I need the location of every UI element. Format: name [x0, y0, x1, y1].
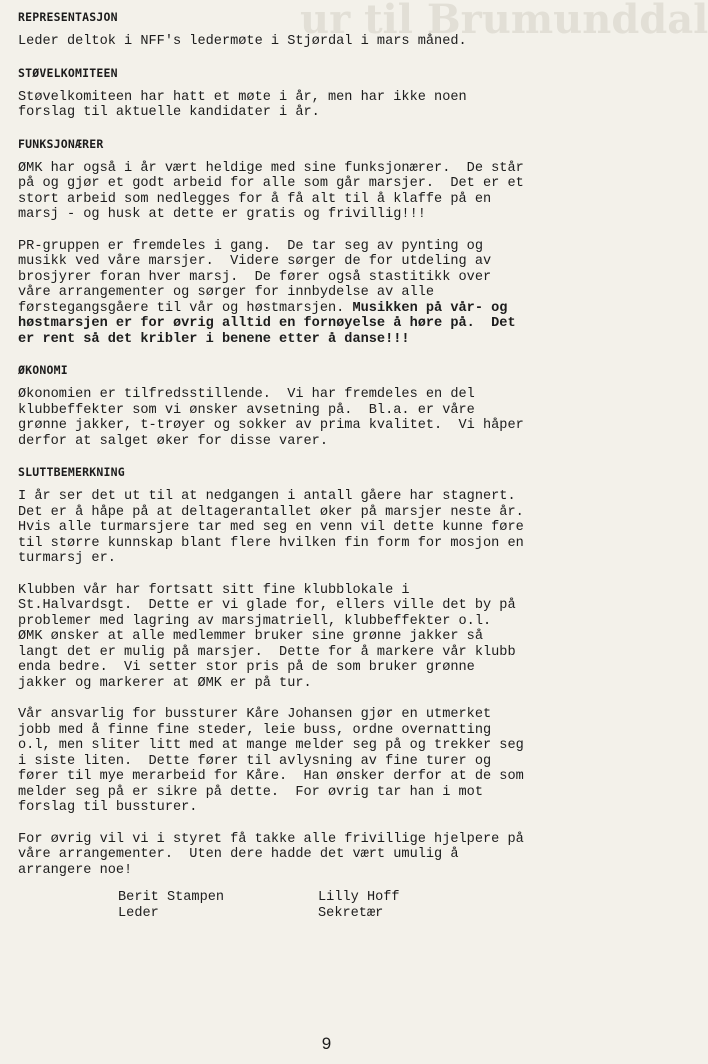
signature-role: Sekretær: [318, 905, 384, 921]
heading-funksjonaerer: FUNKSJONÆRER: [18, 136, 104, 151]
heading-sluttbemerkning: SLUTTBEMERKNING: [18, 465, 125, 479]
heading-stovelkomiteen: STØVELKOMITEEN: [18, 65, 118, 80]
paragraph-sluttbemerkning-3: Vår ansvarlig for bussturer Kåre Johansen gjør en utmerket jobb med å finne fine steder, leie buss, ordne overnatting o.l, men sliter litt med at mange melder seg på og trekker seg i siste liten. Dette fører til avlysning av fine turer og fører til mye merarbeid for Kåre. Han ønsker derfor at de som melder seg på er sikre på dette. For øvrig tar han i mot forslag til bussturer.: [18, 707, 524, 815]
hostmarsjen-bold-text: høstmarsjen er for øvrig alltid en fornøyelse å høre på. Det er rent så det kribler i benene etter å danse!!!: [18, 316, 516, 347]
page-number: 9: [321, 1034, 332, 1053]
signature-name: Berit Stampen: [118, 890, 225, 905]
heading-okonomi: ØKONOMI: [18, 363, 68, 377]
paragraph-sluttbemerkning-2: Klubben vår har fortsatt sitt fine klubblokale i St.Halvardsgt. Dette er vi glade for, ellers ville det by på problemer med lagring av marsjmatriell, klubbeffekter o.l. ØMK ønsker at alle medlemmer bruker sine grønne jakker så langt det er mulig på marsjer. Dette for å markere vår klubb enda bedre. Vi setter stor pris på de som bruker grønne jakker og markerer at ØMK er på tur.: [18, 582, 516, 691]
document-page: [18, 10, 643, 924]
signature-role: Leder: [118, 905, 159, 921]
signature-block: [18, 890, 643, 924]
signature-sekretaer: [318, 890, 400, 921]
paragraph-okonomi: Økonomien er tilfredsstillende. Vi har fremdeles en del klubbeffekter som vi ønsker avsetning på. Bl.a. er våre grønne jakker, t-trøyer og sokker av prima kvalitet. Vi håper derfor at salget øker for disse varer.: [18, 387, 524, 449]
signature-leder: [118, 890, 224, 921]
musikken-bold-text: Musikken på vår- og: [352, 300, 508, 316]
paragraph-stovelkomiteen: Støvelkomiteen har hatt et møte i år, men har ikke noen forslag til aktuelle kandidater i år.: [18, 89, 467, 120]
paragraph-sluttbemerkning-4: For øvrig vil vi i styret få takke alle frivillige hjelpere på våre arrangementer. Uten dere hadde det vært umulig å arrangere noe!: [18, 831, 524, 878]
pr-gruppen-text: PR-gruppen er fremdeles i gang. De tar seg av pynting og musikk ved våre marsjer. Videre sørger de for utdeling av brosjyrer foran hver marsj. De fører også stastitikk over våre arrangementer og sørger for innbydelse av alle førstegangsgåere til vår og høstmarsjen.: [18, 238, 492, 316]
paragraph-funksjonaerer-2: [18, 239, 643, 348]
paragraph-representasjon: Leder deltok i NFF's ledermøte i Stjørdal i mars måned.: [18, 34, 467, 49]
signature-name: Lilly Hoff: [318, 890, 400, 905]
heading-representasjon: REPRESENTASJON: [18, 10, 118, 24]
paragraph-sluttbemerkning-1: I år ser det ut til at nedgangen i antall gåere har stagnert. Det er å håpe på at deltagerantallet øker på marsjer neste år. Hvis alle turmarsjere tar med seg en venn vil dette kunne føre til større kunnskap blant flere hvilken fin form for mosjon en turmarsj er.: [18, 489, 524, 566]
bleed-through-text: ur til Brumunddal: [300, 0, 708, 43]
paragraph-funksjonaerer-1: ØMK har også i år vært heldige med sine funksjonærer. De står på og gjør et godt arbeid for alle som går marsjer. Det er et stort arbeid som nedlegges for å få alt til å klaffe på en marsj - og husk at dette er gratis og frivillig!!!: [18, 160, 524, 222]
